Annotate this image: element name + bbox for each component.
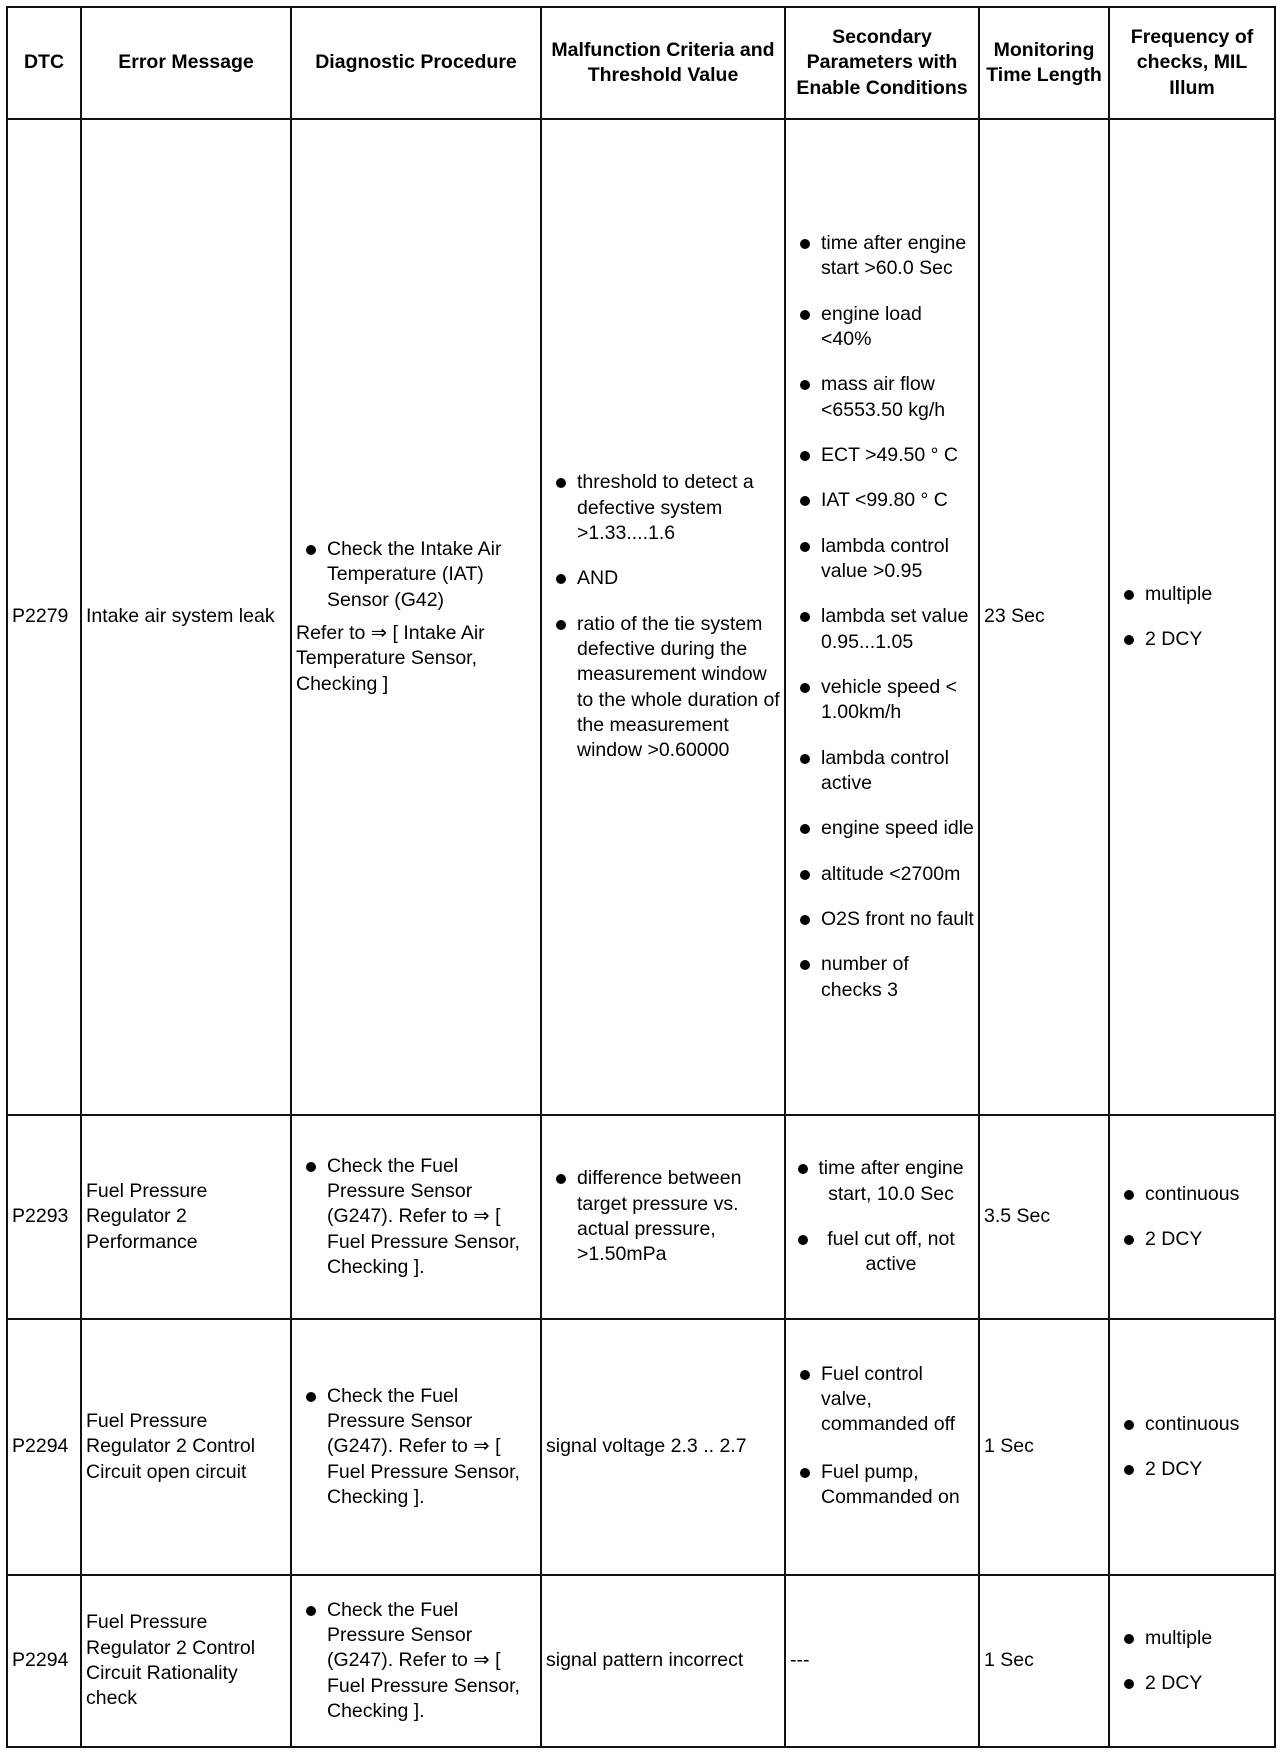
header-monitoring-time: Monitoring Time Length [979, 7, 1109, 119]
secondary-item: Fuel pump, Commanded on [790, 1460, 974, 1511]
dtc-table [6, 6, 1276, 1748]
frequency-item: 2 DCY [1114, 627, 1270, 652]
table-row [7, 1575, 1275, 1747]
malfunction-item: AND [546, 566, 780, 591]
secondary-item: engine load <40% [790, 302, 974, 353]
header-diagnostic-procedure: Diagnostic Procedure [291, 7, 541, 119]
secondary-parameters [785, 1115, 979, 1319]
diagnostic-procedure [291, 1115, 541, 1319]
frequency-item: 2 DCY [1114, 1671, 1270, 1696]
malfunction-criteria: signal voltage 2.3 .. 2.7 [541, 1319, 785, 1575]
monitoring-time: 3.5 Sec [979, 1115, 1109, 1319]
frequency [1109, 1319, 1275, 1575]
procedure-item: Check the Fuel Pressure Sensor (G247). Refer to ⇒ [ Fuel Pressure Sensor, Checking ]. [296, 1384, 536, 1511]
monitoring-time: 1 Sec [979, 1575, 1109, 1747]
procedure-item: Check the Fuel Pressure Sensor (G247). Refer to ⇒ [ Fuel Pressure Sensor, Checking ]. [296, 1598, 536, 1725]
secondary-parameters: --- [785, 1575, 979, 1747]
malfunction-item: difference between target pressure vs. actual pressure, >1.50mPa [546, 1166, 780, 1267]
secondary-item: lambda control active [790, 746, 974, 797]
diagnostic-procedure [291, 1319, 541, 1575]
monitoring-time: 1 Sec [979, 1319, 1109, 1575]
malfunction-item: ratio of the tie system defective during the measurement window to the whole duration of the measurement window >0.60000 [546, 612, 780, 764]
secondary-item: time after engine start, 10.0 Sec [790, 1156, 974, 1207]
header-secondary-parameters: Secondary Parameters with Enable Conditions [785, 7, 979, 119]
malfunction-item: threshold to detect a defective system >1.33....1.6 [546, 470, 780, 546]
frequency [1109, 119, 1275, 1115]
diagnostic-procedure [291, 1575, 541, 1747]
dtc-code: P2294 [7, 1575, 81, 1747]
error-message: Fuel Pressure Regulator 2 Control Circuit Rationality check [81, 1575, 291, 1747]
error-message: Intake air system leak [81, 119, 291, 1115]
secondary-item: IAT <99.80 ° C [790, 488, 974, 513]
monitoring-time: 23 Sec [979, 119, 1109, 1115]
frequency-item: multiple [1114, 582, 1270, 607]
secondary-item: lambda control value >0.95 [790, 534, 974, 585]
secondary-item: O2S front no fault [790, 907, 974, 932]
error-message: Fuel Pressure Regulator 2 Control Circuit open circuit [81, 1319, 291, 1575]
frequency [1109, 1115, 1275, 1319]
table-row [7, 1115, 1275, 1319]
header-frequency: Frequency of checks, MIL Illum [1109, 7, 1275, 119]
secondary-item: mass air flow <6553.50 kg/h [790, 372, 974, 423]
secondary-item: ECT >49.50 ° C [790, 443, 974, 468]
frequency-item: 2 DCY [1114, 1457, 1270, 1482]
diagnostic-procedure [291, 119, 541, 1115]
secondary-item: number of checks 3 [790, 952, 974, 1003]
dtc-code: P2279 [7, 119, 81, 1115]
table-row [7, 1319, 1275, 1575]
malfunction-criteria [541, 119, 785, 1115]
frequency-item: 2 DCY [1114, 1227, 1270, 1252]
dtc-code: P2293 [7, 1115, 81, 1319]
malfunction-criteria [541, 1115, 785, 1319]
secondary-item: lambda set value 0.95...1.05 [790, 604, 974, 655]
secondary-parameters [785, 1319, 979, 1575]
dtc-code: P2294 [7, 1319, 81, 1575]
frequency-item: continuous [1114, 1182, 1270, 1207]
secondary-item: vehicle speed < 1.00km/h [790, 675, 974, 726]
header-error-message: Error Message [81, 7, 291, 119]
frequency-item: multiple [1114, 1626, 1270, 1651]
header-row [7, 7, 1275, 119]
procedure-item: Check the Fuel Pressure Sensor (G247). Refer to ⇒ [ Fuel Pressure Sensor, Checking ]. [296, 1154, 536, 1281]
malfunction-criteria: signal pattern incorrect [541, 1575, 785, 1747]
procedure-note: Refer to ⇒ [ Intake Air Temperature Sensor, Checking ] [296, 622, 485, 695]
frequency [1109, 1575, 1275, 1747]
header-malfunction-criteria: Malfunction Criteria and Threshold Value [541, 7, 785, 119]
procedure-item: Check the Intake Air Temperature (IAT) Sensor (G42) [296, 537, 536, 613]
secondary-item: fuel cut off, not active [790, 1227, 974, 1278]
table-row [7, 119, 1275, 1115]
header-dtc: DTC [7, 7, 81, 119]
secondary-parameters [785, 119, 979, 1115]
secondary-item: altitude <2700m [790, 862, 974, 887]
secondary-item: Fuel control valve, commanded off [790, 1362, 974, 1438]
error-message: Fuel Pressure Regulator 2 Performance [81, 1115, 291, 1319]
secondary-item: engine speed idle [790, 816, 974, 841]
secondary-item: time after engine start >60.0 Sec [790, 231, 974, 282]
frequency-item: continuous [1114, 1412, 1270, 1437]
